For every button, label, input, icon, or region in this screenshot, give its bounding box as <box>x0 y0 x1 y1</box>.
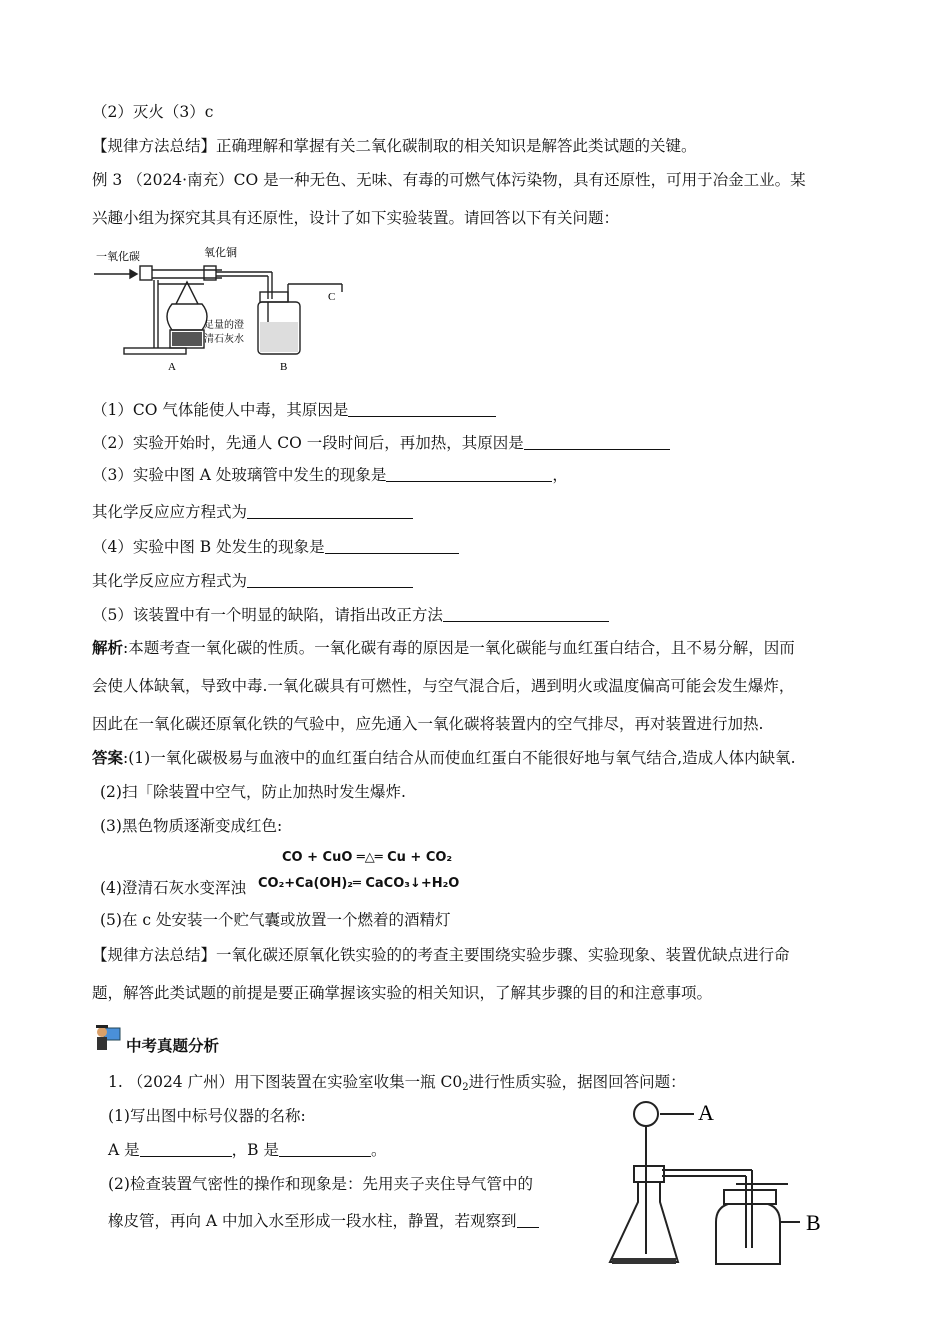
problem-1-part-2-cont <box>108 1211 539 1231</box>
summary-line-2: 题，解答此类试题的前提是要正确掌握该实验的相关知识，了解其步骤的目的和注意事项。 <box>92 984 713 1002</box>
answer-blank-4[interactable] <box>325 537 459 554</box>
cuo-label: 氧化铜 <box>204 247 237 259</box>
fig2-b-label: B <box>806 1210 821 1235</box>
answer-line: （2）灭火（3）c <box>92 103 214 121</box>
question-1-text: （1）CO 气体能使人中毒，其原因是 <box>92 401 349 419</box>
answer-line-1 <box>92 748 796 768</box>
analysis-label: 解析 <box>92 638 124 657</box>
question-3 <box>92 465 568 485</box>
question-4-equation <box>92 571 413 591</box>
answer-blank-4b[interactable] <box>247 571 413 588</box>
equation-1: CO + CuO ═△═ Cu + CO₂ <box>282 850 453 865</box>
a-is-label: A 是 <box>108 1141 140 1159</box>
co-label: 一氧化碳 <box>96 251 140 263</box>
analysis-text-1: :本题考查一氧化碳的性质。一氧化碳有毒的原因是一氧化碳能与血红蛋白结合，且不易分解，因而 <box>123 639 795 657</box>
answer-blank-b[interactable] <box>279 1140 371 1157</box>
problem-1-intro-a: 1. （2024 广州）用下图装置在实验室收集一瓶 C0 <box>108 1073 463 1091</box>
analysis-line-2: 会使人体缺氧，导致中毒.一氧化碳具有可燃性，与空气混合后，遇到明火或温度偏高可能会发生爆炸， <box>92 677 795 695</box>
equation-2: CO₂+Ca(OH)₂═ CaCO₃↓+H₂O <box>258 876 460 891</box>
answer-blank-2[interactable] <box>524 433 670 450</box>
answer-line-5: (5)在 c 处安装一个贮气囊或放置一个燃着的酒精灯 <box>100 911 451 929</box>
answer-line-4: (4)澄清石灰水变浑浊 <box>100 879 246 897</box>
question-4-equation-text: 其化学反应应方程式为 <box>92 572 248 590</box>
answer-blank-5[interactable] <box>443 605 609 622</box>
fig2-a-label: A <box>698 1100 714 1125</box>
problem-1-intro <box>108 1072 686 1098</box>
question-3-equation-text: 其化学反应应方程式为 <box>92 503 248 521</box>
question-2 <box>92 433 670 453</box>
co-apparatus-figure <box>92 244 362 376</box>
b-is-label: ，B 是 <box>231 1141 279 1159</box>
question-4 <box>92 537 459 557</box>
question-3-equation <box>92 502 413 522</box>
question-2-text: （2）实验开始时，先通人 CO 一段时间后，再加热，其原因是 <box>92 434 524 452</box>
example-3-intro: 例 3 （2024·南充）CO 是一种无色、无味、有毒的可燃气体污染物，具有还原性，可用于冶金工业。某 <box>92 171 806 189</box>
co2-collection-figure <box>604 1098 840 1274</box>
question-3-comma: ， <box>552 466 568 484</box>
problem-1-part-2: (2)检查装置气密性的操作和现象是：先用夹子夹住导气管中的 <box>108 1175 533 1193</box>
a-label: A <box>168 361 176 373</box>
example-3-intro-cont: 兴趣小组为探究其具有还原性，设计了如下实验装置。请回答以下有关问题： <box>92 209 620 227</box>
question-5 <box>92 605 609 625</box>
question-5-text: （5）该装置中有一个明显的缺陷，请指出改正方法 <box>92 606 443 624</box>
analysis-line-1 <box>92 638 795 658</box>
summary-line-1: 【规律方法总结】一氧化碳还原氧化铁实验的的考查主要围绕实验步骤、实验现象、装置优缺点进行命 <box>92 946 790 964</box>
c-label: C <box>328 291 336 303</box>
section-title: 中考真题分析 <box>126 1036 220 1055</box>
answer-label: 答案 <box>92 748 124 767</box>
lime-label-1: 足量的澄 <box>204 320 244 331</box>
answer-line-3: (3)黑色物质逐渐变成红色: <box>100 817 283 835</box>
period: 。 <box>370 1141 387 1159</box>
problem-1-part-2-cont-text: 橡皮管，再向 A 中加入水至形成一段水柱，静置，若观察到 <box>108 1212 517 1230</box>
answer-text-1: :(1)一氧化碳极易与血液中的血红蛋白结合从而使血红蛋白不能很好地与氧气结合,造成人体内缺氧. <box>123 749 796 767</box>
answer-line-2: (2)扫「除装置中空气，防止加热时发生爆炸. <box>100 783 406 801</box>
problem-1-part-1: (1)写出图中标号仪器的名称: <box>108 1107 306 1125</box>
lime-label-2: 清石灰水 <box>204 334 244 345</box>
answer-blank-1[interactable] <box>348 400 496 417</box>
problem-1-subscript: 2 <box>462 1082 469 1093</box>
answer-blank-observe[interactable] <box>517 1211 539 1228</box>
question-1 <box>92 400 496 420</box>
question-4-text: （4）实验中图 B 处发生的现象是 <box>92 538 325 556</box>
answer-blank-3[interactable] <box>386 465 552 482</box>
b-label: B <box>280 361 288 373</box>
question-3-text: （3）实验中图 A 处玻璃管中发生的现象是 <box>92 466 387 484</box>
analysis-line-3: 因此在一氧化碳还原氧化铁的气验中，应先通入一氧化碳将装置内的空气排尽，再对装置进行加热. <box>92 715 764 733</box>
problem-1-blanks <box>108 1140 386 1160</box>
teacher-icon <box>94 1022 122 1052</box>
answer-blank-3b[interactable] <box>247 502 413 519</box>
method-summary: 【规律方法总结】正确理解和掌握有关二氧化碳制取的相关知识是解答此类试题的关键。 <box>92 137 697 155</box>
problem-1-intro-b: 进行性质实验，据图回答问题： <box>468 1073 686 1091</box>
answer-blank-a[interactable] <box>140 1140 232 1157</box>
